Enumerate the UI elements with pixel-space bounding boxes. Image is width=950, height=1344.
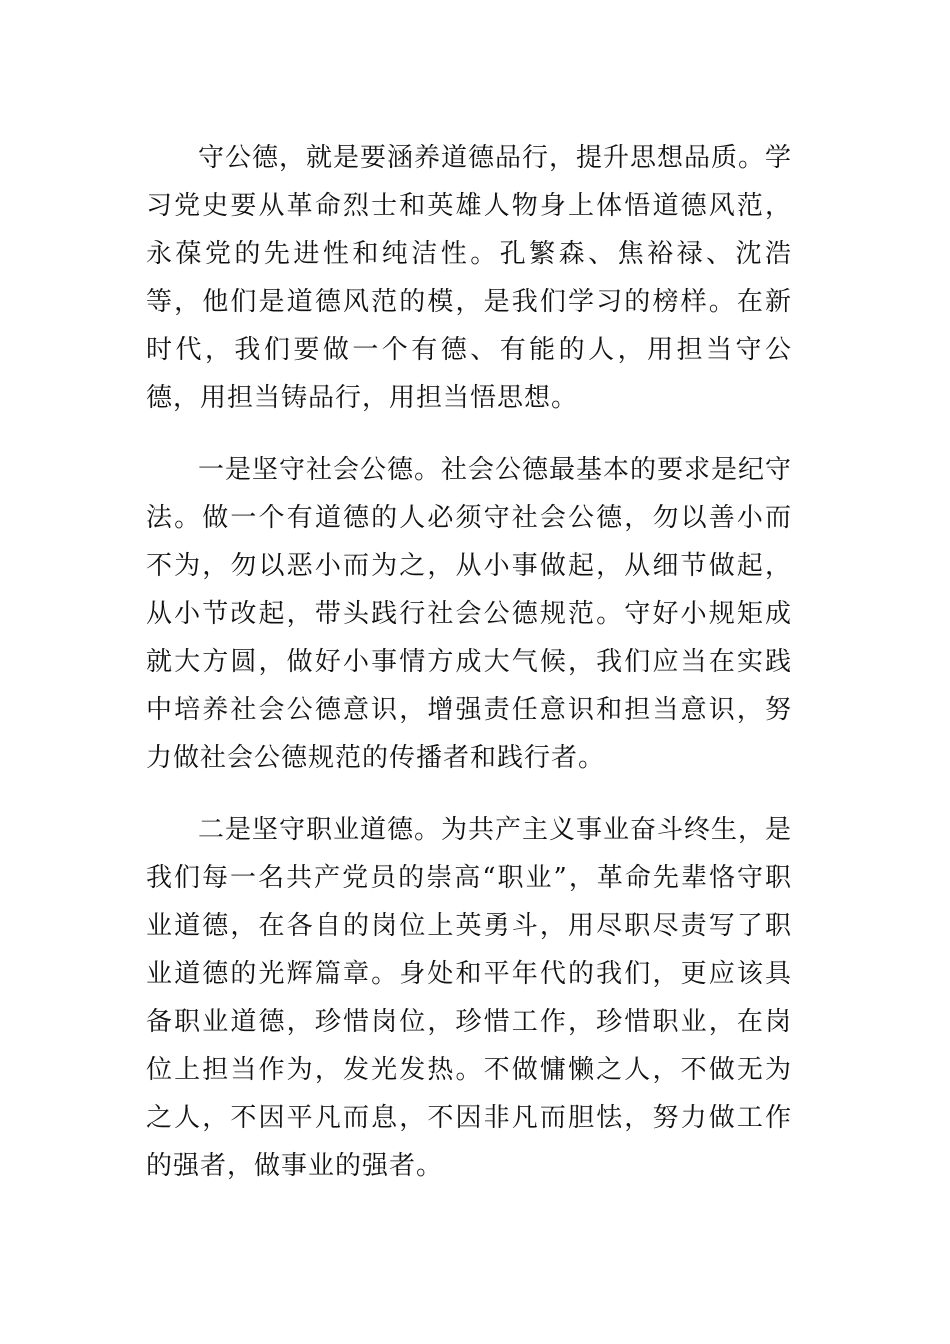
document-body [146,134,792,1214]
paragraph-professional-ethics: 二是坚守职业道德。为共产主义事业奋斗终生，是我们每一名共产党员的崇高“职业”，革命先辈恪守职业道德，在各自的岗位上英勇斗，用尽职尽责写了职业道德的光辉篇章。身处和平年代的我们，更应该具备职业道德，珍惜岗位，珍惜工作，珍惜职业，在岗位上担当作为，发光发热。不做慵懒之人，不做无为之人，不因平凡而息，不因非凡而胆怯，努力做工作的强者，做事业的强者。 [146,815,793,1181]
paragraph-intro: 守公德，就是要涵养道德品行，提升思想品质。学习党史要从革命烈士和英雄人物身上体悟道德风范，永葆党的先进性和纯洁性。孔繁森、焦裕禄、沈浩等，他们是道德风范的模，是我们学习的榜样。在新时代，我们要做一个有德、有能的人，用担当守公德，用担当铸品行，用担当悟思想。 [146,143,793,413]
paragraph-social-ethics: 一是坚守社会公德。社会公德最基本的要求是纪守法。做一个有道德的人必须守社会公德，勿以善小而不为，勿以恶小而为之，从小事做起，从细节做起，从小节改起，带头践行社会公德规范。守好小规矩成就大方圆，做好小事情方成大气候，我们应当在实践中培养社会公德意识，增强责任意识和担当意识，努力做社会公德规范的传播者和践行者。 [146,455,793,773]
